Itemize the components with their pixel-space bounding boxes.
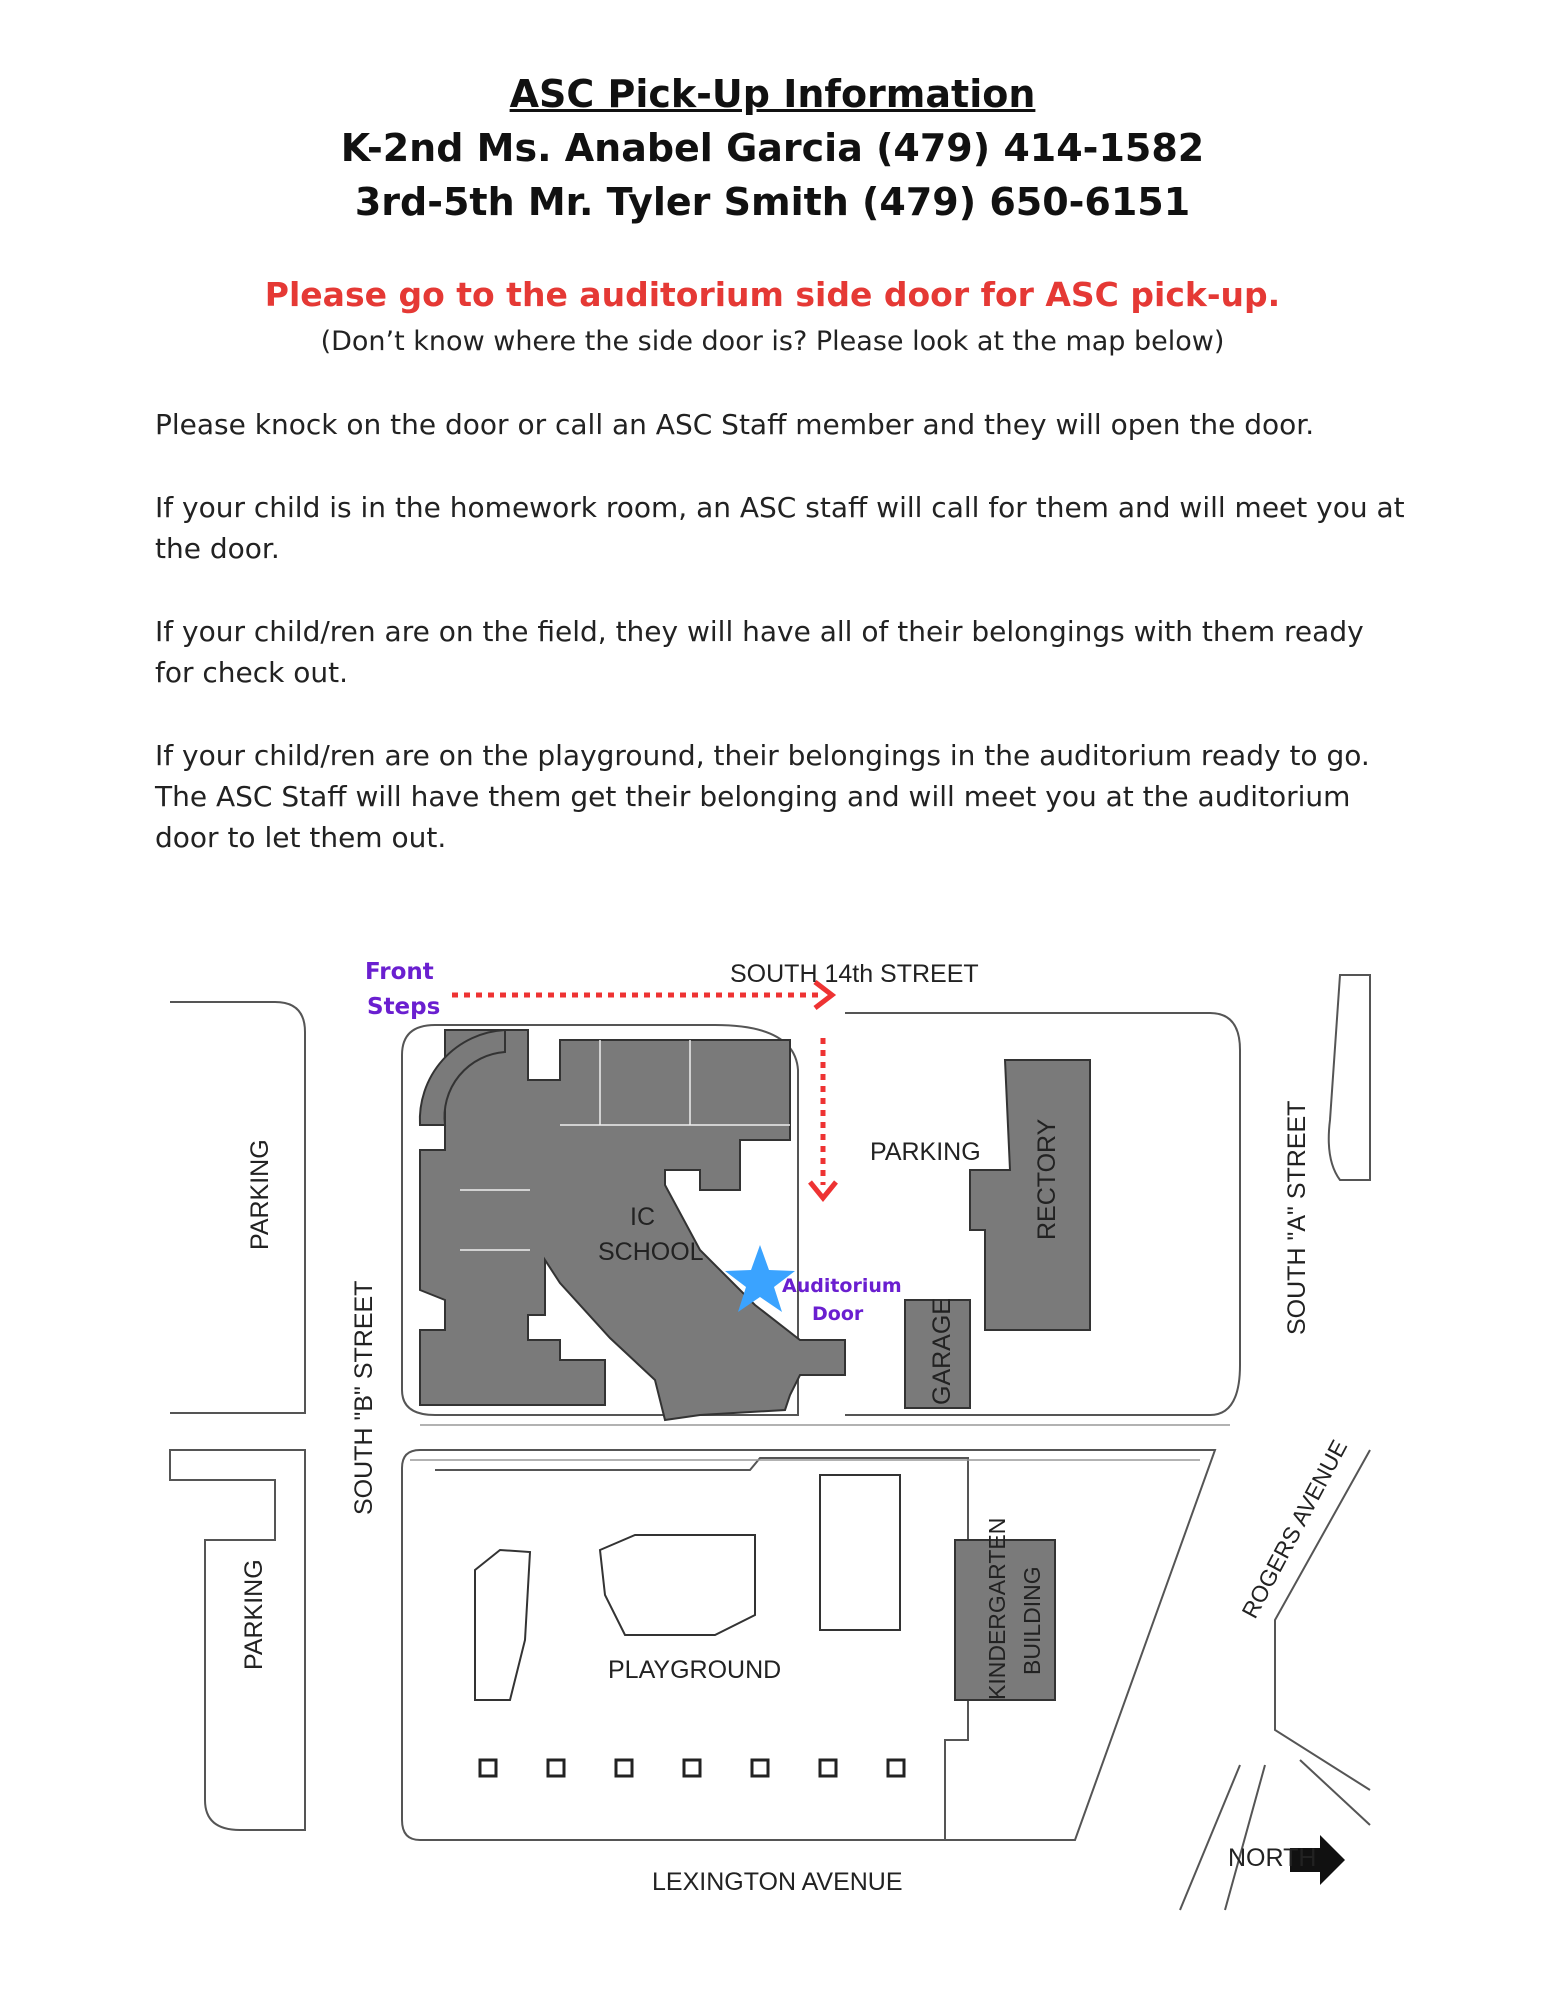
page-title: ASC Pick-Up Information xyxy=(509,72,1036,116)
label-parking-left-top: PARKING xyxy=(246,1139,274,1250)
label-garage: GARAGE xyxy=(928,1298,956,1405)
paragraph-knock: Please knock on the door or call an ASC Staff member and they will open the door. xyxy=(155,408,1315,441)
rectory-building xyxy=(970,1060,1090,1330)
campus-map xyxy=(0,920,1545,1980)
label-north: NORTH xyxy=(1228,1844,1317,1872)
label-south-b-street: SOUTH "B" STREET xyxy=(350,1280,378,1515)
parking-lot-left-top xyxy=(170,1002,305,1413)
label-building: BUILDING xyxy=(1019,1566,1045,1675)
corner-lot xyxy=(1329,975,1370,1180)
label-front: Front xyxy=(365,959,434,985)
label-steps: Steps xyxy=(367,994,441,1020)
contact-k2: K-2nd Ms. Anabel Garcia (479) 414-1582 xyxy=(340,126,1205,170)
label-school: SCHOOL xyxy=(598,1238,704,1266)
map-note: (Don’t know where the side door is? Please look at the map below) xyxy=(320,326,1225,357)
play-structure-1 xyxy=(475,1550,530,1700)
playground-fence xyxy=(435,1458,968,1840)
label-rogers-avenue: ROGERS AVENUE xyxy=(1236,1435,1353,1623)
street-edge-3 xyxy=(1300,1760,1370,1825)
paragraph-homework: If your child is in the homework room, an ASC staff will call for them and will meet you at the door. xyxy=(155,491,1405,565)
label-auditorium: Auditorium xyxy=(782,1275,902,1297)
paragraph-playground: If your child/ren are on the playground, their belongings in the auditorium ready to go. The ASC Staff will have them get their belonging and will meet you at the auditorium door to let them out. xyxy=(155,739,1370,854)
label-kindergarten: KINDERGARTEN xyxy=(984,1517,1010,1700)
label-south-14th: SOUTH 14th STREET xyxy=(730,960,979,988)
play-structure-2 xyxy=(600,1535,755,1635)
label-lexington-avenue: LEXINGTON AVENUE xyxy=(652,1868,903,1896)
label-door: Door xyxy=(812,1303,864,1325)
contact-3-5: 3rd-5th Mr. Tyler Smith (479) 650-6151 xyxy=(354,180,1191,224)
label-rectory: RECTORY xyxy=(1033,1118,1061,1240)
play-court xyxy=(820,1475,900,1630)
label-playground: PLAYGROUND xyxy=(608,1656,782,1684)
pickup-alert: Please go to the auditorium side door for ASC pick-up. xyxy=(264,275,1281,314)
bench-row xyxy=(480,1760,904,1776)
parking-lot-left-bottom xyxy=(170,1450,305,1830)
label-ic: IC xyxy=(630,1203,655,1231)
label-parking-left-bottom: PARKING xyxy=(240,1559,268,1670)
label-south-a-street: SOUTH "A" STREET xyxy=(1283,1100,1311,1335)
label-parking-top: PARKING xyxy=(870,1138,981,1166)
paragraph-field: If your child/ren are on the field, they will have all of their belongings with them ready for check out. xyxy=(155,615,1364,689)
